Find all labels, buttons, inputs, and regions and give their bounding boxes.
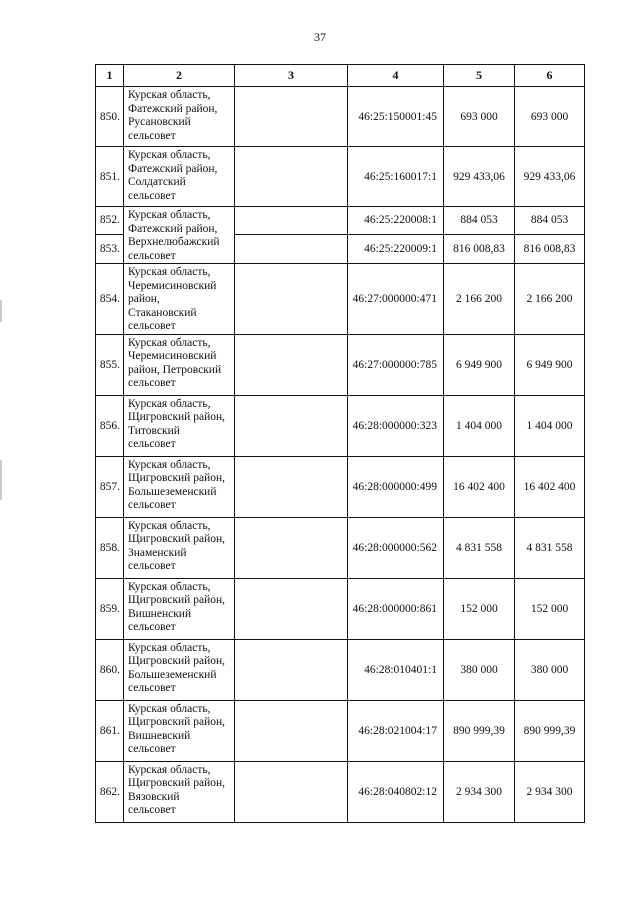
value-cell-6: 816 008,83 [515,234,585,263]
blank-cell [235,639,348,700]
region-cell [124,517,235,578]
value-cell-6: 6 949 900 [515,334,585,395]
value-cell-6: 2 166 200 [515,264,585,335]
table-header-row [96,65,585,87]
row-number: 857. [96,456,124,517]
column-header: 3 [235,65,348,87]
region-line: сельсовет [128,682,176,694]
region-cell [124,456,235,517]
value-cell-5: 1 404 000 [444,395,515,456]
cadastral-number: 46:28:021004:17 [348,700,444,761]
region-cell [124,207,235,264]
region-line: сельсовет [128,438,176,450]
region-line: Курская область, [128,519,211,532]
region-line: сельсовет [128,621,176,633]
region-line: Курская область, [128,641,211,654]
cadastral-number: 46:28:000000:861 [348,578,444,639]
blank-cell [235,761,348,822]
region-line: Фатежский район, [128,222,218,235]
cadastral-number: 46:28:010401:1 [348,639,444,700]
region-cell [124,578,235,639]
blank-cell [235,578,348,639]
blank-cell [235,234,348,263]
value-cell-5: 6 949 900 [444,334,515,395]
value-cell-6: 1 404 000 [515,395,585,456]
value-cell-5: 152 000 [444,578,515,639]
blank-cell [235,395,348,456]
region-line: сельсовет [128,377,176,389]
row-number: 861. [96,700,124,761]
region-line: сельсовет [128,743,176,755]
region-line: сельсовет [128,560,176,572]
region-line: сельсовет [128,804,176,816]
table-row [96,207,585,235]
value-cell-6: 929 433,06 [515,147,585,207]
table-row [96,456,585,517]
region-line: Фатежский район, [128,102,218,115]
table-row [96,517,585,578]
table-row [96,578,585,639]
region-cell [124,334,235,395]
row-number: 859. [96,578,124,639]
region-line: Фатежский район, [128,162,218,175]
region-cell [124,639,235,700]
region-line: Курская область, [128,89,211,101]
region-line: Щигровский район, [128,655,225,667]
value-cell-5: 2 166 200 [444,264,515,335]
region-line: Солдатский [128,176,186,188]
region-line: район, [128,293,160,305]
column-header: 6 [515,65,585,87]
blank-cell [235,334,348,395]
region-line: Верхнелюбажский [128,236,220,248]
cadastral-number: 46:28:000000:562 [348,517,444,578]
region-line: Вишненский [128,607,192,620]
region-line: Большеземенский [128,485,217,498]
region-line: Большеземенский [128,668,217,681]
region-line: Щигровский район, [128,472,225,484]
region-cell [124,87,235,147]
blank-cell [235,87,348,147]
value-cell-5: 890 999,39 [444,700,515,761]
column-header: 1 [96,65,124,87]
table-row [96,147,585,207]
table-row [96,264,585,335]
region-line: сельсовет [128,189,176,202]
cadastral-number: 46:28:000000:323 [348,395,444,456]
row-number: 862. [96,761,124,822]
table-row [96,761,585,822]
region-line: Курская область, [128,149,211,161]
region-line: Черемисиновский [128,350,217,362]
region-line: сельсовет [128,499,176,511]
region-line: Курская область, [128,458,211,471]
page-number: 37 [314,30,326,44]
blank-cell [235,517,348,578]
table-row [96,395,585,456]
row-number: 851. [96,147,124,207]
table-row [96,334,585,395]
column-header: 4 [348,65,444,87]
cadastral-number: 46:28:000000:499 [348,456,444,517]
region-line: Курская область, [128,763,211,776]
cadastral-number: 46:27:000000:471 [348,264,444,335]
region-cell [124,147,235,207]
value-cell-6: 152 000 [515,578,585,639]
region-line: Знаменский [128,546,187,559]
registry-table [95,64,585,823]
value-cell-5: 929 433,06 [444,147,515,207]
row-number: 855. [96,334,124,395]
region-line: сельсовет [128,129,176,142]
region-line: Курская область, [128,702,211,715]
region-line: Щигровский район, [128,716,225,728]
region-cell [124,264,235,335]
region-line: Вишневский [128,729,191,742]
region-line: Курская область, [128,397,211,410]
blank-cell [235,456,348,517]
value-cell-5: 816 008,83 [444,234,515,263]
cadastral-number: 46:25:220008:1 [348,207,444,235]
row-number: 854. [96,264,124,335]
value-cell-6: 890 999,39 [515,700,585,761]
row-number: 853. [96,234,124,263]
cadastral-number: 46:25:220009:1 [348,234,444,263]
region-line: Титовский [128,424,180,437]
table-row [96,639,585,700]
scan-edge-mark [0,300,2,322]
table-row [96,87,585,147]
value-cell-6: 380 000 [515,639,585,700]
value-cell-6: 16 402 400 [515,456,585,517]
cadastral-number: 46:27:000000:785 [348,334,444,395]
region-line: Щигровский район, [128,411,225,423]
region-cell [124,395,235,456]
region-line: район, Петровский [128,363,222,376]
region-line: Щигровский район, [128,533,225,545]
cadastral-number: 46:25:160017:1 [348,147,444,207]
region-line: Щигровский район, [128,594,225,606]
value-cell-5: 4 831 558 [444,517,515,578]
row-number: 858. [96,517,124,578]
value-cell-5: 16 402 400 [444,456,515,517]
row-number: 850. [96,87,124,147]
region-line: Курская область, [128,209,211,221]
region-line: Русановский [128,116,191,128]
row-number: 856. [96,395,124,456]
region-cell [124,700,235,761]
value-cell-6: 884 053 [515,207,585,235]
table-row [96,700,585,761]
row-number: 852. [96,207,124,235]
region-cell [124,761,235,822]
region-line: Курская область, [128,336,211,349]
region-line: сельсовет [128,320,176,332]
cadastral-number: 46:28:040802:12 [348,761,444,822]
region-line: Вязовский [128,790,180,803]
value-cell-6: 693 000 [515,87,585,147]
cadastral-number: 46:25:150001:45 [348,87,444,147]
row-number: 860. [96,639,124,700]
value-cell-6: 2 934 300 [515,761,585,822]
blank-cell [235,700,348,761]
region-line: Черемисиновский [128,279,217,292]
region-line: Стакановский [128,306,197,319]
region-line: Курская область, [128,580,211,593]
column-header: 5 [444,65,515,87]
value-cell-5: 2 934 300 [444,761,515,822]
value-cell-5: 380 000 [444,639,515,700]
value-cell-5: 884 053 [444,207,515,235]
column-header: 2 [124,65,235,87]
blank-cell [235,264,348,335]
region-line: сельсовет [128,249,176,262]
region-line: Щигровский район, [128,777,225,789]
blank-cell [235,207,348,235]
region-line: Курская область, [128,266,211,278]
scan-edge-mark [0,460,2,500]
value-cell-6: 4 831 558 [515,517,585,578]
blank-cell [235,147,348,207]
value-cell-5: 693 000 [444,87,515,147]
